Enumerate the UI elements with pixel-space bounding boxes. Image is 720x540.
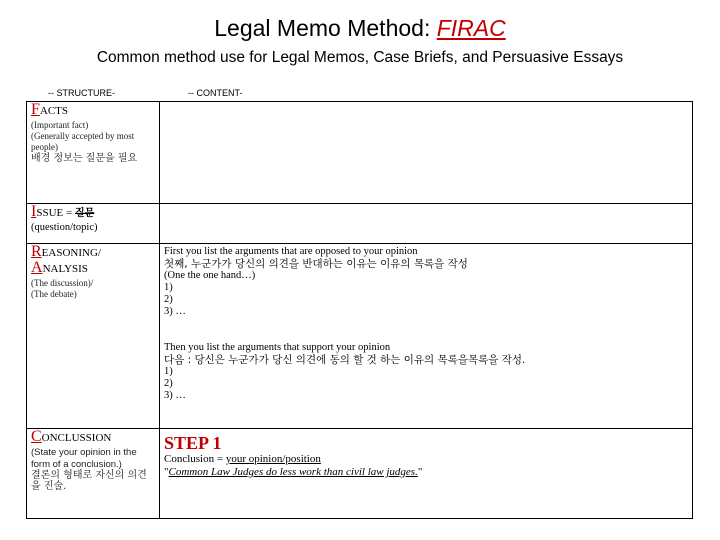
against-argument-line: 3) … xyxy=(164,306,186,317)
reasoning-note: (The debate) xyxy=(31,289,77,299)
support-argument-line: Then you list the arguments that support your opinion xyxy=(164,342,391,353)
reasoning-content-cell xyxy=(160,244,693,429)
against-argument-line: First you list the arguments that are opposed to your opinion xyxy=(164,246,418,257)
reasoning-letter: R xyxy=(31,243,42,260)
issue-note: (question/topic) xyxy=(31,222,98,233)
page-subtitle: Common method use for Legal Memos, Case Briefs, and Persuasive Essays xyxy=(96,49,624,66)
reasoning-rest: EASONING/ xyxy=(41,247,101,259)
conclusion-korean-note: 결론의 형태로 자신의 의견을 진술. xyxy=(31,470,147,492)
against-argument-line: (One the one hand…) xyxy=(164,270,256,281)
title-prefix: Legal Memo Method: xyxy=(214,15,437,41)
quote-close: " xyxy=(417,466,423,478)
firac-table xyxy=(26,101,693,519)
facts-rest: ACTS xyxy=(39,105,69,117)
against-argument-line: 첫째, 누군가가 당신의 의견을 반대하는 이유는 이유의 목록을 작성 xyxy=(164,258,468,270)
analysis-rest: NALYSIS xyxy=(42,263,88,275)
facts-row xyxy=(27,102,693,204)
issue-korean-word: 질문 xyxy=(74,208,95,219)
issue-content-cell xyxy=(160,204,693,244)
reasoning-row xyxy=(27,244,693,429)
quote-open: " xyxy=(164,466,169,478)
support-argument-line: 2) xyxy=(164,378,173,389)
conclusion-content-cell xyxy=(160,429,693,519)
analysis-heading xyxy=(31,259,155,276)
facts-note: (Generally accepted by most people) xyxy=(31,131,135,152)
content-column-label: -- CONTENT- xyxy=(188,88,243,98)
issue-heading xyxy=(31,203,155,220)
against-argument-line: 2) xyxy=(164,294,173,305)
conclusion-rest: ONCLUSSION xyxy=(41,432,112,444)
support-argument-line: 3) … xyxy=(164,390,186,401)
conclusion-example: Common Law Judges do less work than civil law judges. xyxy=(168,466,418,478)
title-firac: FIRAC xyxy=(436,15,506,41)
structure-column-label: -- STRUCTURE- xyxy=(48,88,115,98)
issue-structure-cell xyxy=(27,204,160,244)
analysis-letter: A xyxy=(31,259,43,276)
facts-content-cell xyxy=(160,102,693,204)
support-argument-line: 다음 : 당신은 누군가가 당신 의견에 동의 할 것 하는 이유의 목록을목록을 작성. xyxy=(164,354,526,366)
conclusion-heading xyxy=(31,428,155,445)
reasoning-heading xyxy=(31,243,155,260)
issue-rest: SSUE = xyxy=(36,207,75,219)
spacer xyxy=(164,318,688,342)
conclusion-prefix: Conclusion = xyxy=(164,453,226,465)
reasoning-structure-cell xyxy=(27,244,160,429)
facts-structure-cell xyxy=(27,102,160,204)
conclusion-example-line xyxy=(164,466,688,479)
conclusion-row xyxy=(27,429,693,519)
against-argument-line: 1) xyxy=(164,282,173,293)
support-argument-line: 1) xyxy=(164,366,173,377)
conclusion-structure-cell xyxy=(27,429,160,519)
facts-korean-note: 배경 정보는 질문을 필요 xyxy=(31,153,138,164)
issue-row xyxy=(27,204,693,244)
facts-letter: F xyxy=(31,101,40,118)
conclusion-line xyxy=(164,453,688,466)
conclusion-note: (State your opinion in the form of a conclusion.) xyxy=(31,447,137,470)
facts-note: (Important fact) xyxy=(31,120,89,130)
facts-heading xyxy=(31,101,155,118)
reasoning-note: (The discussion)/ xyxy=(31,278,94,288)
step-heading: STEP 1 xyxy=(164,433,222,453)
conclusion-opinion: your opinion/position xyxy=(225,453,321,465)
issue-letter: I xyxy=(31,203,37,220)
page-title xyxy=(0,14,720,42)
conclusion-letter: C xyxy=(31,428,42,445)
